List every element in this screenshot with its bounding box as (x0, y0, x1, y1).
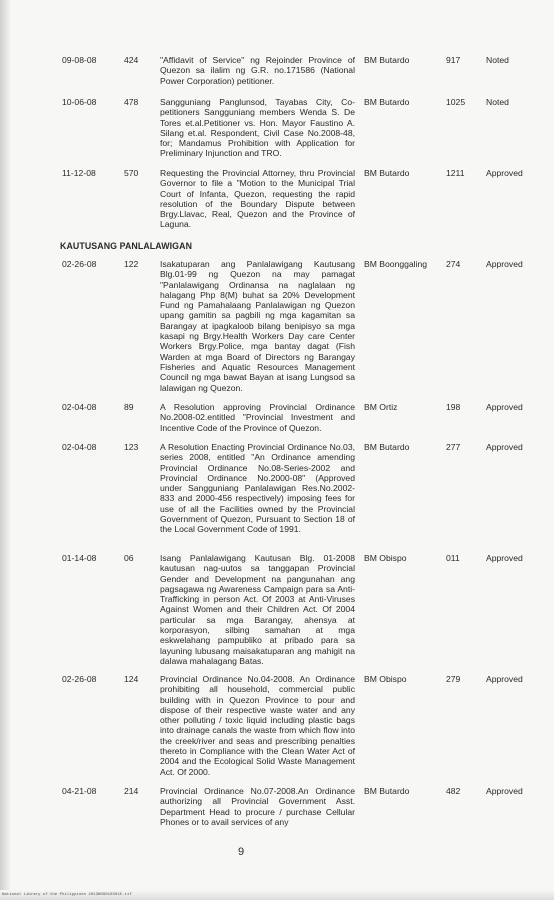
row-description: Requesting the Provincial Attorney, thru Provincial Governor to file a "Motion to the Municipal Trial Court of Infanta, Quezon, requesting the rapid resolution of the Boundary Dispute between Brgy.Llavac, Real, Quezon and the Province of Laguna. (160, 168, 355, 230)
row-date: 09-08-08 (62, 55, 97, 65)
row-status: Noted (486, 55, 509, 65)
row-number: 06 (124, 553, 134, 563)
row-date: 02-26-08 (62, 674, 97, 684)
section-heading: KAUTUSANG PANLALAWIGAN (60, 241, 193, 251)
row-status: Approved (486, 553, 523, 563)
scan-edge-shadow (0, 0, 10, 900)
row-date: 04-21-08 (62, 786, 97, 796)
row-date: 02-04-08 (62, 402, 97, 412)
row-description: A Resolution Enacting Provincial Ordinance No.03, series 2008, entitled "An Ordinance amending Provincial Ordinance No.08-Series-2002 and Provincial Ordinance No.2000-08" (Approved under Sangguniang Panlalawigan Res.No.2002-833 and 2000-456 respectively) imposing fees for use of all the Facilities owned by the Provincial Government of Quezon, Pursuant to Section 18 of the Local Government Code of 1991. (160, 442, 355, 535)
row-ref: 1025 (446, 97, 466, 107)
row-date: 02-04-08 (62, 442, 97, 452)
row-description: Sangguniang Panglunsod, Tayabas City, Co-petitioners Sangguniang members Wenda S. De Tores et.al.Petitioner vs. Hon. Mayor Faustino A. Silang et.al. Respondent, Civil Case No.2008-48, for; Mandamus Prohibition with Application for Preliminary Injunction and TRO. (160, 97, 355, 159)
row-status: Approved (486, 786, 523, 796)
row-description: Provincial Ordinance No.04-2008. An Ordinance prohibiting all household, commercial public building with in Quezon Province to pour and dispose of their respective waste water and any other polluting / toxic liquid including plastic bags into drainage canals the waste from which flow into the creek/river and seas and prescribing penalties thereto in Compliance with the Clean Water Act of 2004 and the Ecological Solid Waste Management Act. Of 2000. (160, 674, 355, 777)
row-ref: 1211 (446, 168, 465, 178)
scan-footer-text: National Library of the Philippines 2013N09010301E.tif (2, 893, 132, 897)
row-author: BM Butardo (364, 168, 410, 178)
row-status: Approved (486, 402, 523, 412)
row-number: 124 (124, 674, 139, 684)
row-author: BM Obispo (364, 674, 407, 684)
row-ref: 279 (446, 674, 461, 684)
row-author: BM Butardo (364, 55, 410, 65)
row-ref: 011 (446, 553, 460, 563)
row-status: Approved (486, 259, 523, 269)
row-status: Approved (486, 674, 523, 684)
row-date: 01-14-08 (62, 553, 97, 563)
row-number: 123 (124, 442, 139, 452)
row-description: Isakatuparan ang Panlalawigang Kautusang Blg.01-99 ng Quezon na may pamagat "Panlalawigang Ordinansa na naglalaan ng halagang Php 8(M) buhat sa 20% Development Fund ng Pamahalaang Panlalawigan ng Quezon upang gamitin sa pagbili ng mga kagamitan sa Barangay at ipagkaloob bilang benipisyo sa mga kasapi ng Brgy.Health Workers Day care Center Workers Brgy.Police, mga bantay dagat (Fish Warden at mga Board of Directors ng Barangay Fisheries and Aquatic Resources Management Council ng mga bawat Bayan at isang Lungsod sa lalawigan ng Quezon. (160, 259, 355, 393)
row-description: Provincial Ordinance No.07-2008.An Ordinance authorizing all Provincial Government Asst. Department Head to procure / purchase Cellular Phones or to avail services of any (160, 786, 355, 827)
row-author: BM Butardo (364, 442, 410, 452)
page-number: 9 (238, 846, 245, 858)
row-number: 122 (124, 259, 139, 269)
row-date: 10-06-08 (62, 97, 97, 107)
row-status: Approved (486, 442, 523, 452)
row-author: BM Obispo (364, 553, 407, 563)
row-status: Approved (486, 168, 523, 178)
row-number: 214 (124, 786, 139, 796)
row-date: 02-26-08 (62, 259, 97, 269)
row-number: 570 (124, 168, 139, 178)
row-status: Noted (486, 97, 509, 107)
row-description: "Affidavit of Service" ng Rejoinder Province of Quezon sa ilalim ng G.R. no.171586 (National Power Corporation) petitioner. (160, 55, 355, 86)
row-number: 89 (124, 402, 134, 412)
row-date: 11-12-08 (62, 168, 96, 178)
row-author: BM Boonggaling (364, 259, 428, 269)
row-author: BM Butardo (364, 97, 410, 107)
row-description: A Resolution approving Provincial Ordinance No.2008-02.entitled "Provincial Investment and Incentive Code of the Province of Quezon. (160, 402, 355, 433)
row-number: 478 (124, 97, 139, 107)
row-ref: 198 (446, 402, 461, 412)
row-ref: 274 (446, 259, 461, 269)
row-author: BM Ortiz (364, 402, 398, 412)
row-ref: 917 (446, 55, 461, 65)
row-description: Isang Panlalawigang Kautusan Blg. 01-2008 kautusan nag-uutos sa tanggapan Provincial Gender and Development na pangunahan ang pagsagawa ng Awareness Campaign para sa Anti-Trafficking in person Act. Of 2003 at Anti-Viruses Against Women and their Children Act. Of 2004 particular sa mga Barangay, ahensya at korporasyon, silbing samahan at mga eskwelahang pampubliko at pribado para sa layuning lubusang maisakatuparan ang mahigit na dalawa mahalagang Batas. (160, 553, 355, 666)
row-ref: 277 (446, 442, 461, 452)
row-number: 424 (124, 55, 139, 65)
row-author: BM Butardo (364, 786, 410, 796)
row-ref: 482 (446, 786, 461, 796)
